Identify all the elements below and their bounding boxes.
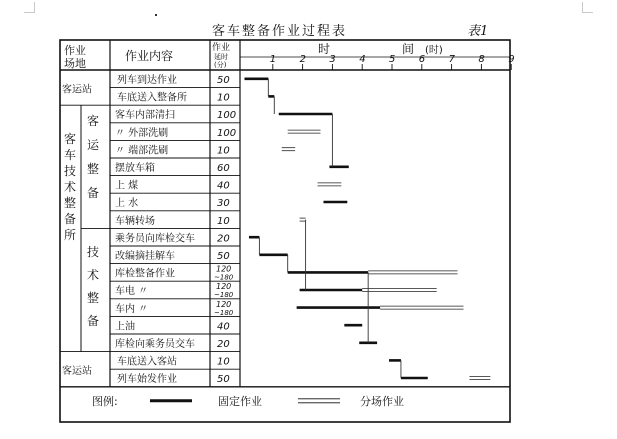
legend-shift-label: 分场作业 [360, 394, 404, 408]
group-depot: 备 [64, 211, 77, 226]
duration-value: 40 [217, 180, 230, 192]
hour-label: 9 [508, 54, 515, 65]
task-label: 客车内部清扫 [115, 110, 175, 122]
task-label: 乘务员向库检交车 [115, 233, 195, 245]
header-duration: 作业 [212, 43, 231, 53]
duration-value: 60 [217, 163, 230, 174]
legend-label: 图例: [92, 394, 118, 408]
group-passenger-station: 客运站 [62, 366, 92, 378]
duration-value: 100 [217, 127, 237, 139]
header-place: 作业 [64, 44, 86, 57]
duration-value: 20 [217, 339, 230, 350]
task-label: 〃 外部洗刷 [115, 127, 169, 139]
hour-label: 8 [478, 54, 485, 65]
task-label: 车内 〃 [115, 303, 149, 315]
group-depot: 所 [64, 227, 77, 242]
header-time: 间 [402, 42, 415, 56]
hour-label: 6 [418, 54, 426, 65]
task-label: 车底送入整备所 [117, 92, 187, 104]
header-time: 时 [318, 42, 331, 56]
page-title: 客车整备作业过程表 [212, 24, 348, 39]
task-label: 改编摘挂解车 [115, 251, 175, 262]
duration-value: ~180 [214, 273, 234, 282]
duration-value: 30 [217, 198, 230, 210]
task-label: 摆放车箱 [115, 163, 155, 174]
group-passenger-service: 备 [87, 186, 100, 201]
duration-value: 10 [217, 356, 230, 368]
header-place: 场地 [64, 57, 86, 70]
hour-label: 7 [448, 54, 455, 65]
group-technical-service: 整 [87, 291, 100, 305]
group-passenger-station: 客运站 [62, 84, 92, 96]
duration-value: 100 [217, 110, 237, 122]
duration-value: 50 [217, 75, 230, 86]
duration-value: 20 [217, 233, 230, 245]
group-technical-service: 备 [87, 314, 100, 328]
task-label: 库检向乘务员交车 [115, 339, 195, 350]
group-depot: 技 [64, 163, 77, 178]
task-label: 车辆转场 [115, 215, 155, 227]
task-label: 车电 〃 [115, 286, 149, 298]
group-depot: 整 [64, 195, 77, 210]
group-passenger-service: 客 [87, 114, 100, 129]
duration-value: 120 [216, 299, 232, 309]
hour-label: 3 [329, 54, 336, 65]
task-label: 列车到达作业 [117, 75, 177, 86]
duration-value: 40 [217, 321, 230, 333]
task-label: 库检整备作业 [115, 268, 175, 280]
duration-value: 10 [217, 145, 230, 157]
duration-value: 50 [217, 251, 230, 262]
header-content: 作业内容 [125, 49, 174, 63]
duration-value: 120 [216, 264, 232, 274]
task-label: 车底送入客站 [117, 356, 177, 368]
header-duration: 延时 [214, 53, 228, 61]
group-technical-service: 术 [87, 268, 100, 282]
legend-fixed-label: 固定作业 [218, 394, 262, 408]
group-passenger-service: 整 [87, 162, 100, 177]
duration-value: ~180 [214, 291, 234, 300]
hour-label: 4 [359, 54, 366, 65]
group-passenger-service: 运 [87, 138, 100, 153]
header-duration: (分) [214, 61, 227, 69]
duration-value: 10 [217, 215, 230, 227]
header-time-unit: (时) [425, 45, 443, 56]
group-depot: 车 [64, 147, 77, 162]
task-label: 上油 [115, 321, 135, 333]
hour-label: 1 [269, 54, 277, 65]
task-label: 上 水 [115, 198, 139, 210]
group-depot: 术 [64, 179, 77, 194]
task-label: 上 煤 [115, 180, 139, 192]
legend [92, 394, 404, 408]
duration-value: 120 [216, 282, 232, 292]
task-label: 〃 端部洗刷 [115, 145, 169, 157]
duration-value: 50 [217, 374, 230, 386]
duration-value: ~180 [214, 308, 234, 317]
hour-label: 2 [299, 54, 306, 65]
task-label: 列车始发作业 [117, 374, 177, 386]
gantt-bars [244, 79, 490, 380]
group-technical-service: 技 [87, 245, 100, 259]
table-number: 表1 [467, 24, 489, 39]
duration-value: 10 [217, 92, 230, 104]
hour-label: 5 [389, 54, 396, 65]
group-depot: 客 [64, 131, 77, 146]
